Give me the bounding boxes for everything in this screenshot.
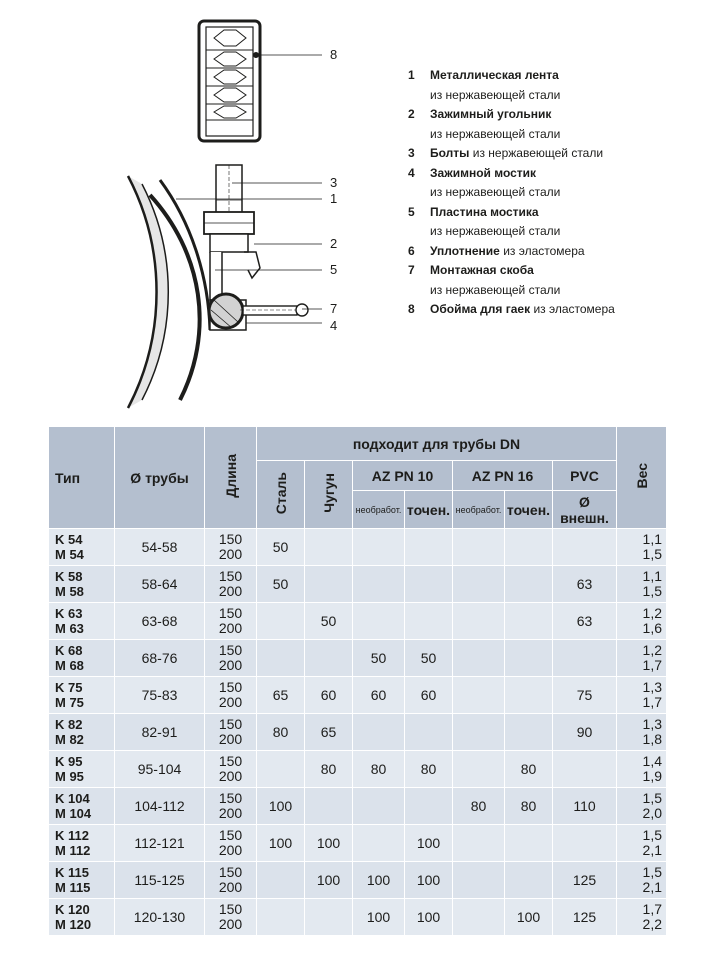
table-row [49, 899, 667, 936]
cell-type: K 63 M 63 [49, 603, 115, 640]
cell-cast [305, 529, 353, 566]
cell-type: K 120 M 120 [49, 899, 115, 936]
cell-steel: 100 [257, 788, 305, 825]
cell-az16raw [453, 603, 505, 640]
cell-az16raw [453, 566, 505, 603]
cell-type: K 54 M 54 [49, 529, 115, 566]
cell-az16t: 80 [505, 751, 553, 788]
table-row [49, 603, 667, 640]
cell-cast [305, 566, 353, 603]
callout-5: 5 [330, 262, 338, 277]
cell-length: 150 200 [205, 825, 257, 862]
cell-pipe-diameter: 112-121 [115, 825, 205, 862]
cell-az10raw [353, 529, 405, 566]
cell-pvc [553, 640, 617, 677]
cell-weight: 1,2 1,6 [617, 603, 667, 640]
legend-item [408, 105, 718, 144]
cell-weight: 1,4 1,9 [617, 751, 667, 788]
cell-type: K 115 M 115 [49, 862, 115, 899]
cell-steel: 100 [257, 825, 305, 862]
cell-length: 150 200 [205, 714, 257, 751]
table-row [49, 566, 667, 603]
cell-az10raw [353, 566, 405, 603]
legend-item: 8 Обойма для гаек из эластомера [408, 300, 718, 320]
legend-item: 6 Уплотнение из эластомера [408, 242, 718, 262]
cell-cast: 100 [305, 825, 353, 862]
cell-weight: 1,3 1,8 [617, 714, 667, 751]
legend-number: 5 [408, 204, 415, 219]
legend-material: из нержавеющей стали [430, 185, 561, 199]
cell-steel [257, 862, 305, 899]
header-az-pn16: AZ PN 16 [453, 461, 553, 491]
cell-type: K 82 M 82 [49, 714, 115, 751]
cell-az10raw [353, 788, 405, 825]
header-az16-turned: точен. [505, 491, 553, 529]
legend-item: 3 Болты из нержавеющей стали [408, 144, 718, 164]
cell-steel: 80 [257, 714, 305, 751]
cell-pipe-diameter: 58-64 [115, 566, 205, 603]
table-row [49, 529, 667, 566]
legend-part-name: Болты [430, 146, 470, 160]
cell-az16raw [453, 751, 505, 788]
cell-az10t: 80 [405, 751, 453, 788]
cell-az16t: 80 [505, 788, 553, 825]
cell-az16raw [453, 677, 505, 714]
cell-type: K 75 M 75 [49, 677, 115, 714]
cell-length: 150 200 [205, 529, 257, 566]
cell-az16t [505, 825, 553, 862]
cell-pipe-diameter: 120-130 [115, 899, 205, 936]
header-az16-raw: необработ. [453, 491, 505, 529]
cell-cast: 50 [305, 603, 353, 640]
cell-length: 150 200 [205, 677, 257, 714]
callout-1: 1 [330, 191, 338, 206]
cell-pipe-diameter: 82-91 [115, 714, 205, 751]
legend-item [408, 66, 718, 105]
clamp-technical-drawing [0, 0, 400, 420]
cell-weight: 1,1 1,5 [617, 529, 667, 566]
header-pvc: PVC [553, 461, 617, 491]
cell-steel: 65 [257, 677, 305, 714]
cell-pipe-diameter: 75-83 [115, 677, 205, 714]
cell-weight: 1,5 2,1 [617, 825, 667, 862]
cell-az10t [405, 529, 453, 566]
cell-pvc: 63 [553, 603, 617, 640]
cell-length: 150 200 [205, 788, 257, 825]
legend-material: из нержавеющей стали [430, 282, 561, 297]
cell-length: 150 200 [205, 899, 257, 936]
header-pipe-diameter: Ø трубы [115, 427, 205, 529]
cell-az16raw [453, 825, 505, 862]
cell-az16t: 100 [505, 899, 553, 936]
cell-pipe-diameter: 95-104 [115, 751, 205, 788]
cell-weight: 1,7 2,2 [617, 899, 667, 936]
legend-number: 3 [408, 146, 415, 160]
header-cast-iron: Чугун [305, 461, 353, 529]
table-row [49, 825, 667, 862]
pipe-section-drawing [128, 176, 210, 408]
legend-number: 1 [408, 68, 415, 82]
cell-weight: 1,3 1,7 [617, 677, 667, 714]
cell-pvc: 125 [553, 862, 617, 899]
cell-cast: 60 [305, 677, 353, 714]
cell-az10t [405, 603, 453, 640]
table-row [49, 714, 667, 751]
cell-pvc [553, 825, 617, 862]
cell-length: 150 200 [205, 566, 257, 603]
cell-az10raw [353, 603, 405, 640]
header-type: Тип [49, 427, 115, 529]
cell-cast: 65 [305, 714, 353, 751]
legend-item [408, 203, 718, 242]
cell-az16t [505, 640, 553, 677]
cell-type: K 68 M 68 [49, 640, 115, 677]
cell-az10raw: 60 [353, 677, 405, 714]
cell-pvc: 125 [553, 899, 617, 936]
cell-az16t [505, 714, 553, 751]
cell-length: 150 200 [205, 640, 257, 677]
legend-part-name: Обойма для гаек [430, 302, 531, 316]
cell-pvc: 110 [553, 788, 617, 825]
cell-az10t: 60 [405, 677, 453, 714]
specs-table [48, 426, 667, 936]
legend-number: 6 [408, 243, 415, 258]
legend-part-name: Пластина мостика [430, 204, 539, 219]
cell-length: 150 200 [205, 862, 257, 899]
cell-type: K 104 M 104 [49, 788, 115, 825]
cell-az16raw [453, 714, 505, 751]
cell-cast [305, 788, 353, 825]
callout-4: 4 [330, 318, 338, 333]
legend-item [408, 164, 718, 203]
cell-az16t [505, 862, 553, 899]
cell-steel: 50 [257, 529, 305, 566]
cell-az16t [505, 566, 553, 603]
callout-7: 7 [330, 301, 338, 316]
cell-az16raw [453, 899, 505, 936]
cell-type: K 58 M 58 [49, 566, 115, 603]
table-row [49, 751, 667, 788]
cell-pipe-diameter: 63-68 [115, 603, 205, 640]
cell-weight: 1,5 2,1 [617, 862, 667, 899]
parts-legend [408, 66, 718, 320]
cell-steel [257, 640, 305, 677]
cell-az16raw [453, 640, 505, 677]
legend-number: 7 [408, 263, 415, 277]
cell-length: 150 200 [205, 603, 257, 640]
callout-3: 3 [330, 175, 338, 190]
cell-az10t: 100 [405, 862, 453, 899]
cell-az10t [405, 788, 453, 825]
cell-pvc [553, 751, 617, 788]
legend-material: из нержавеющей стали [430, 126, 561, 141]
cell-steel [257, 899, 305, 936]
cell-type: K 112 M 112 [49, 825, 115, 862]
legend-material: из нержавеющей стали [430, 224, 561, 238]
callout-8: 8 [330, 47, 338, 62]
cell-type: K 95 M 95 [49, 751, 115, 788]
cell-az16raw [453, 862, 505, 899]
specs-table-container [48, 426, 666, 954]
cell-az16t [505, 529, 553, 566]
cell-az16t [505, 677, 553, 714]
cell-az10raw [353, 825, 405, 862]
cell-az10t: 100 [405, 825, 453, 862]
header-length: Длина [205, 427, 257, 529]
cell-cast: 80 [305, 751, 353, 788]
cell-length: 150 200 [205, 751, 257, 788]
table-row [49, 640, 667, 677]
cell-az10raw [353, 714, 405, 751]
cell-steel [257, 603, 305, 640]
header-steel: Сталь [257, 461, 305, 529]
cell-az10t: 50 [405, 640, 453, 677]
cell-pipe-diameter: 54-58 [115, 529, 205, 566]
callout-2: 2 [330, 236, 338, 251]
cell-az10t: 100 [405, 899, 453, 936]
header-az10-raw: необработ. [353, 491, 405, 529]
cell-az16raw [453, 529, 505, 566]
legend-part-name: Уплотнение [430, 243, 500, 258]
cell-az16t [505, 603, 553, 640]
cell-az10raw: 50 [353, 640, 405, 677]
cell-az10t [405, 714, 453, 751]
header-fits-pipe-dn: подходит для трубы DN [257, 427, 617, 461]
legend-part-name: Зажимный угольник [430, 107, 552, 121]
cell-steel: 50 [257, 566, 305, 603]
table-row [49, 788, 667, 825]
legend-number: 4 [408, 165, 415, 180]
header-az10-turned: точен. [405, 491, 453, 529]
cell-az16raw: 80 [453, 788, 505, 825]
cell-az10raw: 80 [353, 751, 405, 788]
table-row [49, 677, 667, 714]
cell-cast [305, 899, 353, 936]
legend-part-name: Монтажная скоба [430, 263, 534, 277]
cell-pvc [553, 529, 617, 566]
cell-pvc: 63 [553, 566, 617, 603]
legend-item [408, 261, 718, 300]
header-weight: Вес [617, 427, 667, 529]
bolt-assembly-drawing [204, 165, 308, 330]
legend-number: 2 [408, 107, 415, 121]
legend-number: 8 [408, 302, 415, 316]
cell-pvc: 90 [553, 714, 617, 751]
cell-az10raw: 100 [353, 862, 405, 899]
cell-cast: 100 [305, 862, 353, 899]
cell-pipe-diameter: 115-125 [115, 862, 205, 899]
cell-steel [257, 751, 305, 788]
specs-table-body [49, 529, 667, 936]
legend-part-name: Металлическая лента [430, 68, 559, 82]
header-pvc-outer: Ø внешн. [553, 491, 617, 529]
cell-weight: 1,2 1,7 [617, 640, 667, 677]
cell-cast [305, 640, 353, 677]
cell-pipe-diameter: 68-76 [115, 640, 205, 677]
cell-az10t [405, 566, 453, 603]
legend-material: из нержавеющей стали [430, 87, 561, 102]
cell-weight: 1,5 2,0 [617, 788, 667, 825]
nut-cage-drawing [199, 21, 260, 141]
table-row [49, 862, 667, 899]
cell-weight: 1,1 1,5 [617, 566, 667, 603]
cell-pipe-diameter: 104-112 [115, 788, 205, 825]
header-az-pn10: AZ PN 10 [353, 461, 453, 491]
legend-part-name: Зажимной мостик [430, 165, 537, 180]
cell-az10raw: 100 [353, 899, 405, 936]
cell-pvc: 75 [553, 677, 617, 714]
